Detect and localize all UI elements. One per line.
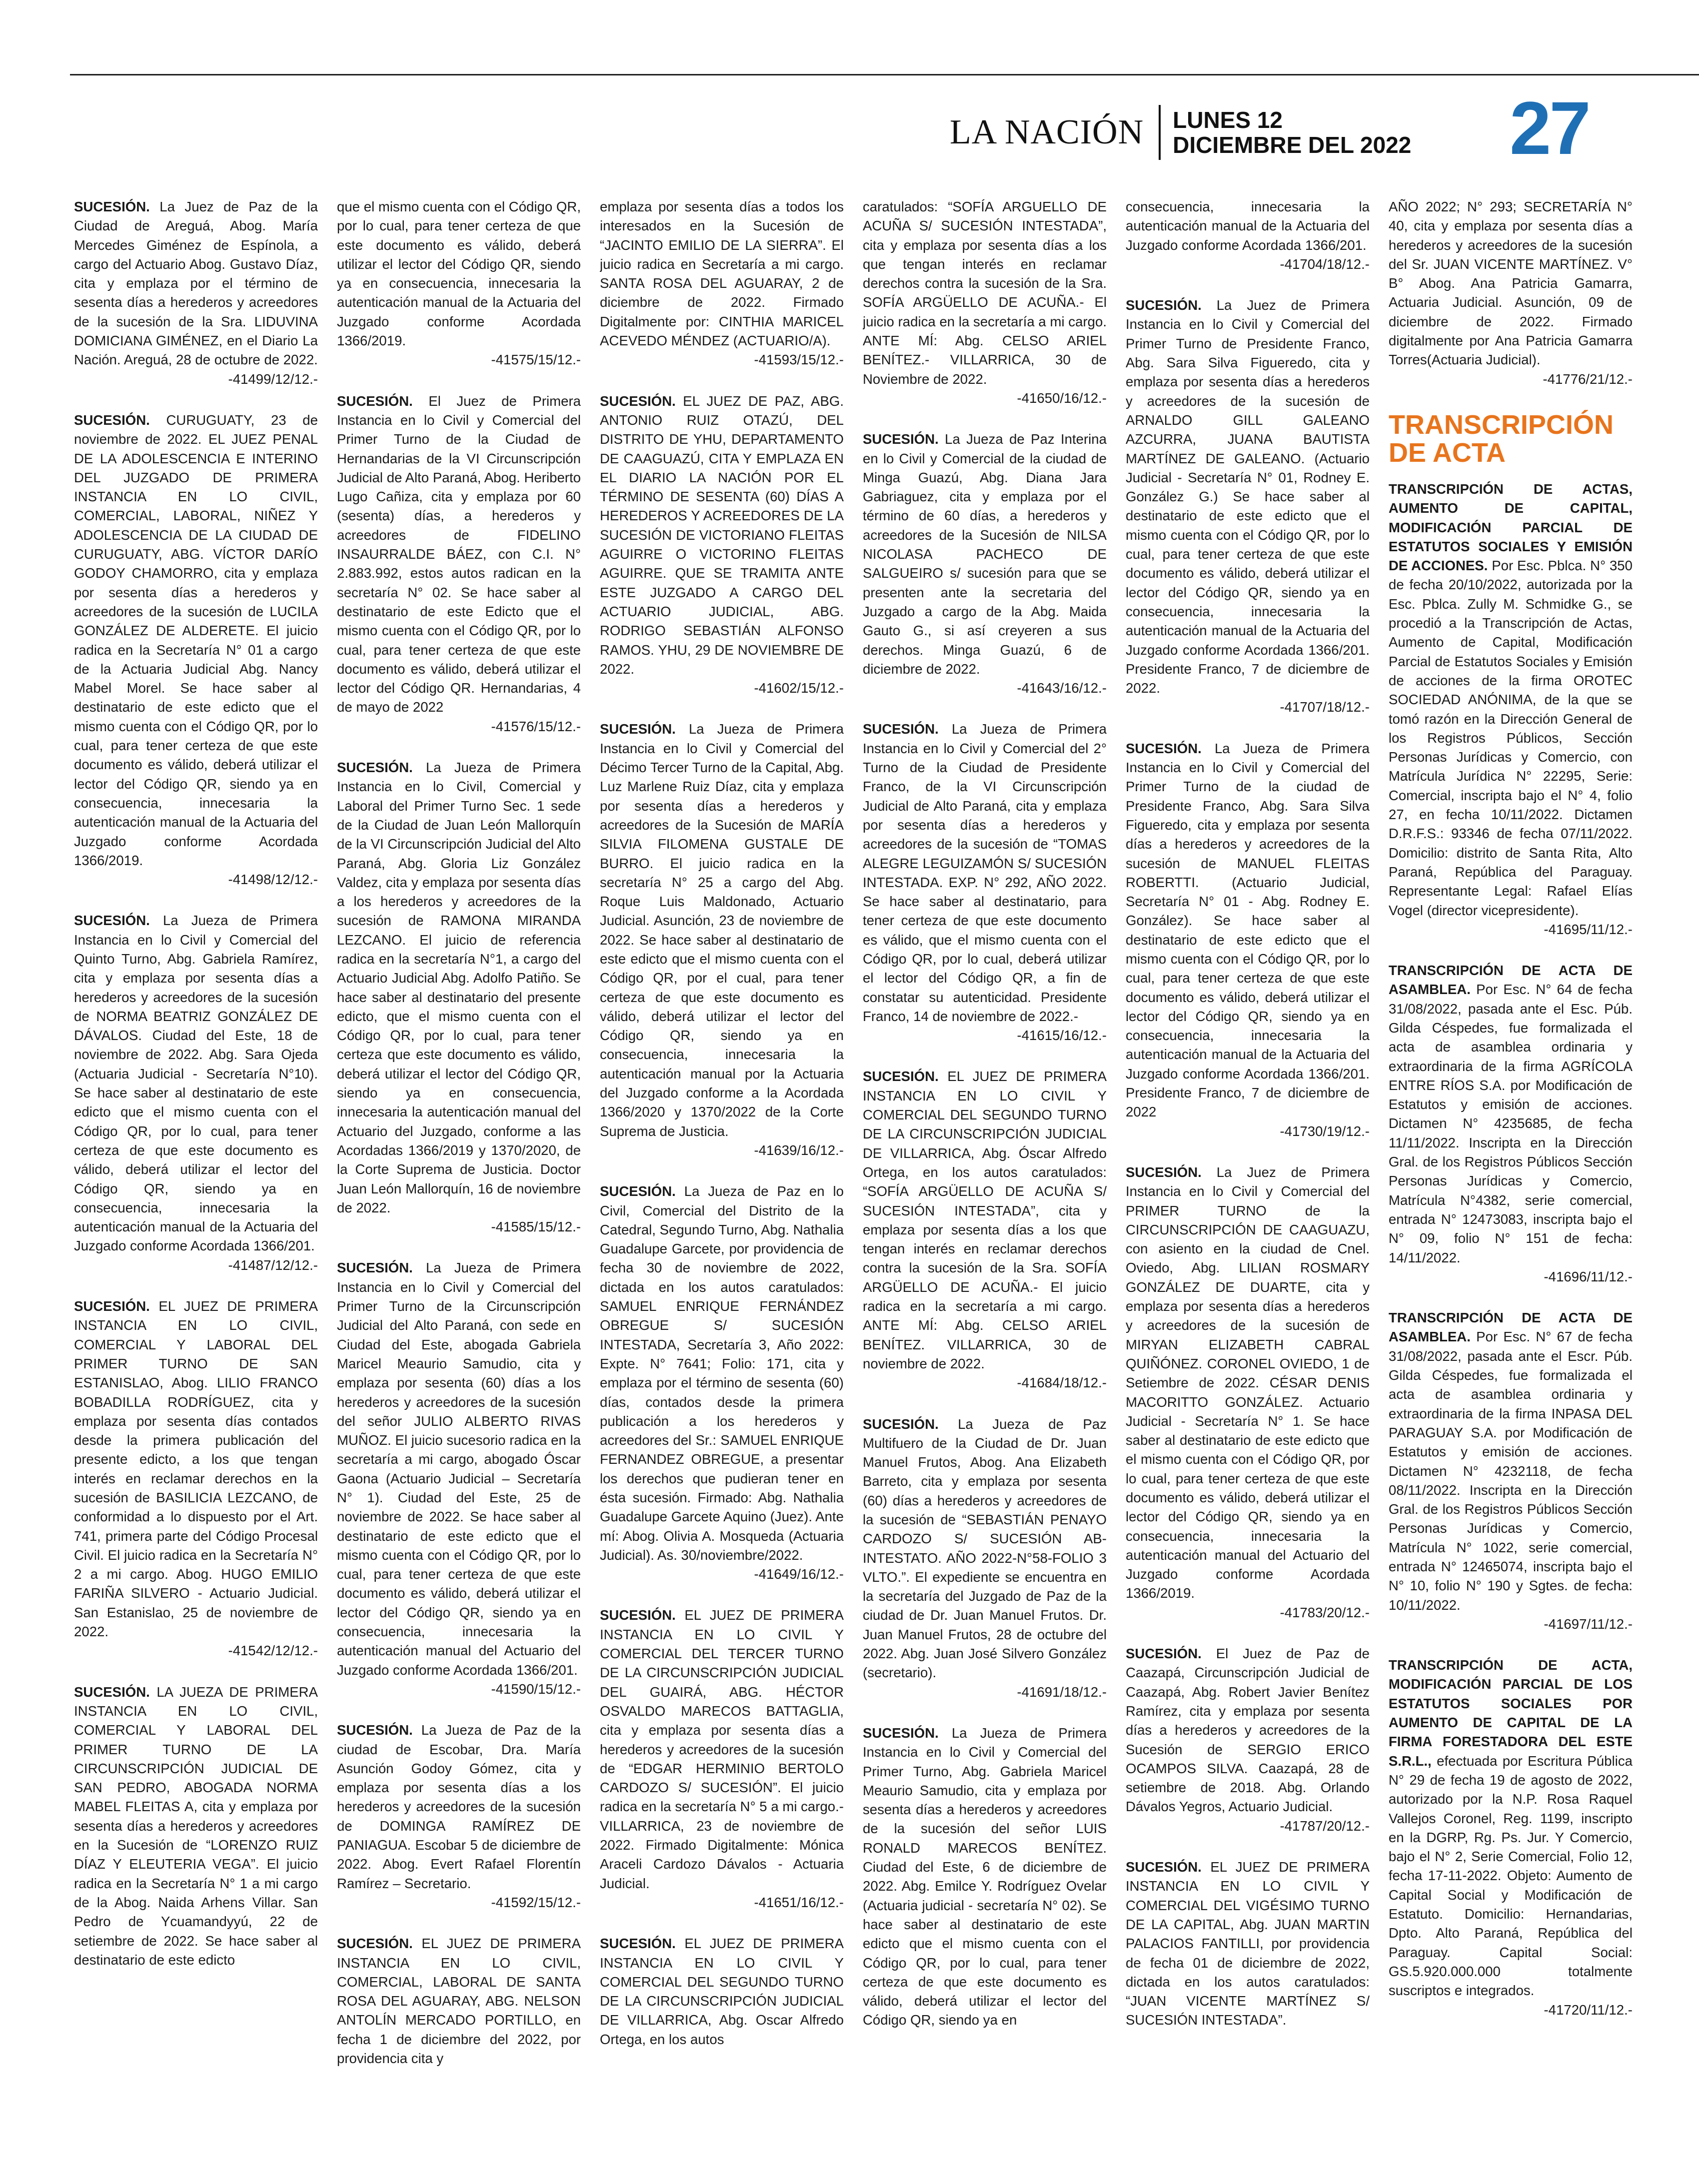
- edict-lead: SUCESIÓN.: [600, 1936, 676, 1952]
- edict-lead: SUCESIÓN.: [863, 1725, 939, 1741]
- classifieds-columns: [74, 197, 1634, 2162]
- edict-continuation: [337, 197, 581, 370]
- edict-lead: SUCESIÓN.: [600, 1183, 676, 1199]
- edict-lead: SUCESIÓN.: [1126, 1859, 1202, 1875]
- column-1: [74, 197, 318, 2162]
- edict-body: La Jueza de Primera Instancia en lo Civil y Comercial del 2° Turno de la Ciudad de Presidente Franco, de la VI Circunscripción Judicial de Alto Paraná, cita y emplaza por sesenta días a herederos y acreedores de la sucesión de “TOMAS ALEGRE LEGUIZAMÓN S/ SUCESIÓN INTESTADA. EXP. N° 292, AÑO 2022. Se hace saber al destinatario, para tener certeza de que este documento es válido, que el mismo cuenta con el Código QR, por lo cual, deberá utilizar el lector del Código QR, a fin de constatar su autenticidad. Presidente Franco, 14 de noviembre de 2022.-: [863, 721, 1107, 1024]
- issue-month-year: DICIEMBRE DEL 2022: [1173, 132, 1412, 158]
- edict-body: El Juez de Paz de Caazapá, Circunscripción Judicial de Caazapá, Abg. Robert Javier Benítez Ramírez, cita y emplaza por sesenta días a herederos y acreedores de la Sucesión de SERGIO ERICO OCAMPOS SILVA. Caazapá, 28 de setiembre de 2018. Abg. Orlando Dávalos Yegros, Actuario Judicial.: [1126, 1646, 1370, 1815]
- edict-lead: SUCESIÓN.: [74, 412, 150, 428]
- edict-body: que el mismo cuenta con el Código QR, por lo cual, para tener certeza de que este documento es válido, deberá utilizar el lector del Código QR, siendo ya en consecuencia, innecesaria la autenticación manual de la Actuaria del Juzgado conforme Acordada 1366/2019.: [337, 199, 581, 349]
- edict-body: La Jueza de Primera Instancia en lo Civil y Comercial del Primer Turno de la ciudad de Presidente Franco, Abg. Sara Silva Figueredo, cita y emplaza por sesenta días a herederos y acreedores de la sucesión de MANUEL FLEITAS ROBERTTI. (Actuario Judicial, Secretaría N° 01 - Abg. Rodney E. González). Se hace saber al destinatario de este edicto que el mismo cuenta con el Código QR, por lo cual, para tener certeza de que este documento es válido, deberá utilizar el lector del Código QR, siendo ya en consecuencia, innecesaria la autenticación manual de la Actuaria del Juzgado conforme Acordada 1366/201. Presidente Franco, 7 de diciembre de 2022: [1126, 740, 1370, 1120]
- edict-body: EL JUEZ DE PRIMERA INSTANCIA EN LO CIVIL Y COMERCIAL DEL SEGUNDO TURNO DE LA CIRCUNSCRIPCIÓN JUDICIAL DE VILLARRICA, Abg. Oscar Alfredo Ortega, en los autos: [600, 1936, 844, 2047]
- edict-body: Por Esc. N° 67 de fecha 31/08/2022, pasada ante el Escr. Púb. Gilda Céspedes, fue formalizada el acta de asamblea ordinaria y extraordinaria de la firma INPASA DEL PARAGUAY S.A. por Modificación de Estatutos y emisión de acciones. Dictamen N° 4232118, de fecha 08/11/2022. Inscripta en la Dirección Gral. de los Registros Públicos Sección Personas Jurídicas y Comercio, Matrícula N° 1022, serie comercial, entrada N° 12465074, inscripta bajo el N° 10, folio N° 190 y Sgtes. de fecha: 10/11/2022.: [1389, 1329, 1633, 1613]
- edict-lead: SUCESIÓN.: [74, 199, 150, 214]
- edict-continuation: [600, 197, 844, 370]
- column-4: [863, 197, 1107, 2162]
- edict: [74, 911, 318, 1275]
- edict-body: emplaza por sesenta días a todos los interesados en la Sucesión de “JACINTO EMILIO DE LA SIERRA”. El juicio radica en Secretaría a mi cargo. SANTA ROSA DEL AGUARAY, 2 de diciembre de 2022. Firmado Digitalmente por: CINTHIA MARICEL ACEVEDO MÉNDEZ (ACTUARIO/A).: [600, 199, 844, 349]
- edict-lead: SUCESIÓN.: [337, 1722, 413, 1738]
- edict-lead: SUCESIÓN.: [337, 1936, 413, 1952]
- edict-lead: TRANSCRIPCIÓN DE ACTAS, AUMENTO DE CAPITAL, MODIFICACIÓN PARCIAL DE ESTATUTOS SOCIALES Y EMISIÓN DE ACCIONES.: [1389, 481, 1633, 574]
- edict-reference: -41542/12/12.-: [228, 1643, 318, 1659]
- edict-lead: SUCESIÓN.: [74, 1684, 150, 1700]
- edict-body: efectuada por Escritura Pública N° 29 de fecha 19 de agosto de 2022, autorizado por la N.P. Rosa Raquel Vallejos Coronel, Reg. 1199, inscripto en la DGRP, Rg. Ps. Jur. Y Comercio, bajo el N° 2, Serie Comercial, Folio 12, fecha 17-11-2022. Objeto: Aumento de Capital Social y Modificación de Estatuto. Domicilio: Hernandarias, Dpto. Alto Paraná, República del Paraguay. Capital Social: GS.5.920.000.000 totalmente suscriptos e integrados.: [1389, 1753, 1633, 1999]
- edict: [600, 392, 844, 698]
- edict-body: La Jueza de Primera Instancia en lo Civil y Comercial del Primer Turno de la Circunscripción Judicial del Alto Paraná, con sede en Ciudad del Este, abogada Gabriela Maricel Meaurio Samudio, cita y emplaza por sesenta (60) días a los herederos y acreedores de la sucesión del señor JULIO ALBERTO RIVAS MUÑOZ. El juicio sucesorio radica en la secretaría a mi cargo, abogado Óscar Gaona (Actuario Judicial – Secretaría N° 1). Ciudad del Este, 25 de noviembre de 2022. Se hace saber al destinatario de este edicto que el mismo cuenta con el Código QR, por lo cual, para tener certeza de que este documento es válido, deberá utilizar el lector del Código QR, siendo ya en consecuencia, innecesaria la autenticación manual del Actuario del Juzgado conforme Acordada 1366/201.: [337, 1260, 581, 1678]
- edict-reference: -41639/16/12.-: [754, 1142, 844, 1158]
- edict: [337, 392, 581, 736]
- edict-body: EL JUEZ DE PRIMERA INSTANCIA EN LO CIVIL, COMERCIAL, LABORAL DE SANTA ROSA DEL AGUARAY, ABG. NELSON ANTOLÍN MERCADO PORTILLO, en fecha 1 de diciembre del 2022, por providencia cita y: [337, 1936, 581, 2067]
- edict: [337, 1934, 581, 2068]
- edict-reference: -41643/16/12.-: [1017, 680, 1107, 696]
- edict-body: La Jueza de Primera Instancia en lo Civil y Comercial del Primer Turno, Abg. Gabriela Maricel Meaurio Samudio, cita y emplaza por sesenta días a herederos y acreedores de la sucesión del señor LUIS RONALD MARECOS BENÍTEZ. Ciudad del Este, 6 de diciembre de 2022. Abg. Emilce Y. Rodríguez Ovelar (Actuaria judicial - secretaría N° 02). Se hace saber al destinatario de este edicto que el mismo cuenta con el Código QR, por lo cual, para tener certeza de que este documento es válido, deberá utilizar el lector del Código QR, siendo ya en: [863, 1725, 1107, 2028]
- edict-body: CURUGUATY, 23 de noviembre de 2022. EL JUEZ PENAL DE LA ADOLESCENCIA E INTERINO DEL JUZGADO DE PRIMERA INSTANCIA EN LO CIVIL, COMERCIAL, LABORAL, NIÑEZ Y ADOLESCENCIA DE LA CIUDAD DE CURUGUATY, ABG. VÍCTOR DARÍO GODOY CHAMORRO, cita y emplaza por sesenta días a herederos y acreedores de la sucesión de LUCILA GONZÁLEZ DE ALDERETE. El juicio radica en la Secretaría N° 01 a cargo de la Actuaria Judicial Abg. Nancy Mabel Morel. Se hace saber al destinatario de este edicto que el mismo cuenta con el Código QR, por lo cual, para tener certeza de que este documento es válido, deberá utilizar el lector del Código QR, siendo ya en consecuencia, innecesaria la autenticación manual de la Actuaria del Juzgado conforme Acordada 1366/2019.: [74, 412, 318, 868]
- column-5: [1126, 197, 1370, 2162]
- edict: [1126, 1858, 1370, 2030]
- edict: [600, 1934, 844, 2049]
- edict-lead: SUCESIÓN.: [337, 393, 413, 409]
- edict-reference: -41585/15/12.-: [491, 1219, 581, 1235]
- edict-reference: -41615/16/12.-: [1017, 1028, 1107, 1044]
- edict-lead: SUCESIÓN.: [1126, 1646, 1202, 1662]
- edict-reference: -41696/11/12.-: [1544, 1268, 1633, 1284]
- edict-body: La Jueza de Primera Instancia en lo Civil, Comercial y Laboral del Primer Turno Sec. 1 sede de la Ciudad de Juan León Mallorquín de la VI Circunscripción Judicial del Alto Paraná, Abg. Gloria Liz González Valdez, cita y emplaza por sesenta días a los herederos y acreedores de la sucesión de RAMONA MIRANDA LEZCANO. El juicio de referencia radica en la secretaría N°1, a cargo del Actuario Judicial Abg. Adolfo Patiño. Se hace saber al destinatario del presente edicto, que el mismo cuenta con el Código QR, por lo cual, para tener certeza que este documento es válido, deberá utilizar el lector del Código QR, siendo ya en consecuencia, innecesaria la autenticación manual del Actuario del Juzgado, conforme a las Acordadas 1366/2019 y 1370/2020, de la Corte Suprema de Justicia. Doctor Juan León Mallorquín, 16 de noviembre de 2022.: [337, 760, 581, 1215]
- edict: [863, 1067, 1107, 1392]
- masthead: [950, 100, 1411, 165]
- edict-continuation: [863, 197, 1107, 408]
- edict-body: La Jueza de Paz en lo Civil, Comercial del Distrito de la Catedral, Segundo Turno, Abg. Nathalia Guadalupe Garcete, por providencia de fecha 30 de noviembre de 2022, dictada en los autos caratulados: SAMUEL ENRIQUE FERNÁNDEZ OBREGUE S/ SUCESIÓN INTESTADA, Secretaría 3, Año 2022: Expte. N° 7641; Folio: 171, cita y emplaza por el término de sesenta (60) días, contados desde la primera publicación a los herederos y acreedores del Sr.: SAMUEL ENRIQUE FERNANDEZ OBREGUE, a presentar los derechos que pudieran tener en ésta sucesión. Firmado: Abg. Nathalia Guadalupe Garcete Aquino (Juez). Ante mí: Abog. Olivia A. Mosqueda (Actuaria Judicial). As. 30/noviembre/2022.: [600, 1183, 844, 1563]
- edict-body: Por Esc. N° 64 de fecha 31/08/2022, pasada ante el Esc. Púb. Gilda Céspedes, fue formalizada el acta de asamblea ordinaria y extraordinaria de la firma AGRÍCOLA ENTRE RÍOS S.A. por Modificación de Estatutos y emisión de acciones. Dictamen N° 4235685, de fecha 11/11/2022. Inscripta en la Dirección Gral. de los Registros Públicos Sección Personas Jurídicas y Comercio, Matrícula N°4382, serie comercial, entrada N° 12473083, inscripta bajo el N° 09, folio N° 151 de fecha: 14/11/2022.: [1389, 982, 1633, 1265]
- edict-body: EL JUEZ DE PRIMERA INSTANCIA EN LO CIVIL Y COMERCIAL DEL TERCER TURNO DE LA CIRCUNSCRIPCIÓN JUDICIAL DEL GUAIRÁ, ABG. HÉCTOR OSVALDO MARECOS BATTAGLIA, cita y emplaza por sesenta días a herederos y acreedores de la sucesión de “EDGAR HERMINIO BERTOLO CARDOZO S/ SUCESIÓN”. El juicio radica en la secretaría N° 5 a mi cargo.- VILLARRICA, 23 de noviembre de 2022. Firmado Digitalmente: Mónica Araceli Cardozo Dávalos - Actuaria Judicial.: [600, 1607, 844, 1891]
- edict-body: caratulados: “SOFÍA ARGUELLO DE ACUÑA S/ SUCESIÓN INTESTADA”, cita y emplaza por sesenta días a los que tengan interés en reclamar derechos contra la sucesión de la Sra. SOFÍA ARGÜELLO DE ACUÑA.- El juicio radica en la secretaría a mi cargo. ANTE MÍ: Abg. CELSO ARIEL BENÍTEZ.- VILLARRICA, 30 de Noviembre de 2022.: [863, 199, 1107, 387]
- edict-reference: -41776/21/12.-: [1543, 371, 1633, 387]
- edict-lead: TRANSCRIPCIÓN DE ACTA DE ASAMBLEA.: [1389, 1310, 1633, 1345]
- edict: [863, 430, 1107, 698]
- edict-lead: SUCESIÓN.: [863, 1416, 939, 1432]
- edict-lead: SUCESIÓN.: [600, 393, 676, 409]
- column-6: [1389, 197, 1633, 2162]
- edict-lead: SUCESIÓN.: [337, 1260, 413, 1276]
- edict: [600, 1182, 844, 1584]
- edict-reference: -41650/16/12.-: [1017, 390, 1107, 406]
- edict: [1126, 1644, 1370, 1836]
- edict-body: Por Esc. Pblca. N° 350 de fecha 20/10/2022, autorizada por la Esc. Pblca. Zully M. Schmidke G., se procedió a la Transcripción de Actas, Aumento de Capital, Modificación Parcial de Estatutos Sociales y Emisión de acciones de la firma OROTEC SOCIEDAD ANÓNIMA, de la que se tomó razón en la Dirección General de los Registros Públicos, Sección Personas Jurídicas y Comercio, con Matrícula Jurídica N° 22295, Serie: Comercial, inscripta bajo el N° 4, folio 27, en fecha 10/11/2022. Dictamen D.R.F.S.: 93346 de fecha 07/11/2022. Domicilio: distrito de Santa Rita, Alto Paraná, República del Paraguay. Representante Legal: Rafael Elías Vogel (director vicepresidente).: [1389, 558, 1633, 918]
- edict: [1389, 961, 1633, 1286]
- edict-body: La Jueza de Primera Instancia en lo Civil y Comercial del Décimo Tercer Turno de la Capital, Abg. Luz Marlene Ruiz Díaz, cita y emplaza por sesenta días a herederos y acreedores de la Sucesión de MARÍA SILVIA FILOMENA GUSTALE DE BURRO. El juicio radica en la secretaría N° 25 a cargo del Abg. Roque Luis Maldonado, Actuario Judicial. Asunción, 23 de noviembre de 2022. Se hace saber al destinatario de este edicto que el mismo cuenta con el Código QR, por el cual, para tener certeza de que este documento es válido, deberá utilizar el lector del Código QR, siendo ya en consecuencia, innecesaria la autenticación manual por la Actuaria del Juzgado conforme a la Acordada 1366/2020 y 1370/2022 de la Corte Suprema de Justicia.: [600, 721, 844, 1139]
- edict-reference: -41695/11/12.-: [1544, 921, 1633, 937]
- issue-date: [1173, 107, 1411, 157]
- edict-reference: -41499/12/12.-: [228, 371, 318, 387]
- edict: [74, 411, 318, 889]
- edict: [1126, 1163, 1370, 1622]
- issue-day: LUNES 12: [1173, 107, 1283, 133]
- edict-body: EL JUEZ DE PRIMERA INSTANCIA EN LO CIVIL Y COMERCIAL DEL VIGÉSIMO TURNO DE LA CAPITAL, Abg. JUAN MARTIN PALACIOS FANTILLI, por providencia de fecha 01 de diciembre de 2022, dictada en los autos caratulados: “JUAN VICENTE MARTÍNEZ S/ SUCESIÓN INTESTADA”.: [1126, 1859, 1370, 2028]
- edict-body: consecuencia, innecesaria la autenticación manual de la Actuaria del Juzgado conforme Acordada 1366/201.: [1126, 199, 1370, 253]
- edict-reference: -41592/15/12.-: [491, 1894, 581, 1910]
- edict-lead: SUCESIÓN.: [863, 1069, 939, 1085]
- edict-reference: -41707/18/12.-: [1280, 699, 1370, 715]
- edict: [337, 758, 581, 1236]
- edict: [600, 1606, 844, 1912]
- edict: [74, 1297, 318, 1661]
- edict-body: AÑO 2022; N° 293; SECRETARÍA N° 40, cita y emplaza por sesenta días a herederos y acreedores de la sucesión del Sr. JUAN VICENTE MARTÍNEZ. V° B° Abog. Ana Patricia Gamarra, Actuaria Judicial. Asunción, 09 de diciembre de 2022. Firmado digitalmente por Ana Patricia Gamarra Torres(Actuaria Judicial).: [1389, 199, 1633, 368]
- edict: [1389, 1308, 1633, 1634]
- edict-lead: SUCESIÓN.: [1126, 297, 1202, 313]
- column-2: [337, 197, 581, 2162]
- edict-lead: SUCESIÓN.: [1126, 740, 1202, 756]
- edict-reference: -41720/11/12.-: [1544, 2002, 1633, 2018]
- edict-reference: -41691/18/12.-: [1017, 1684, 1107, 1700]
- edict-reference: -41651/16/12.-: [754, 1894, 844, 1910]
- edict: [337, 1721, 581, 1912]
- transcription-edicts: [1389, 480, 1633, 2020]
- edict-reference: -41649/16/12.-: [754, 1566, 844, 1582]
- edict-body: La Jueza de Primera Instancia en lo Civil y Comercial del Quinto Turno, Abg. Gabriela Ramírez, cita y emplaza por sesenta días a herederos y acreedores de la sucesión de NORMA BEATRIZ GONZÁLEZ DE DÁVALOS. Ciudad del Este, 18 de noviembre de 2022. Abg. Sara Ojeda (Actuaria Judicial - Secretaría N°10). Se hace saber al destinatario de este edicto que el mismo cuenta con el Código QR, por lo cual, para tener certeza de que este documento es válido, deberá utilizar el lector del Código QR, siendo ya en consecuencia, innecesaria la autenticación manual de la Actuaria del Juzgado conforme Acordada 1366/201.: [74, 913, 318, 1254]
- edict-reference: -41684/18/12.-: [1017, 1375, 1107, 1391]
- edict-reference: -41498/12/12.-: [228, 872, 318, 888]
- section-title: TRANSCRIPCIÓN DE ACTA: [1389, 409, 1614, 468]
- edict: [863, 720, 1107, 1045]
- edict: [1389, 1656, 1633, 2020]
- edict-body: La Jueza de Paz Interina en lo Civil y Comercial de la ciudad de Minga Guazú, Abg. Diana Jara Gabriaguez, cita y emplaza por el término de 60 días, a herederos y acreedores de la Sucesión de NILSA NICOLASA PACHECO DE SALGUEIRO s/ sucesión para que se presenten ante la secretaria del Juzgado a cargo de la Abg. Maida Gauto G., si así creyeren a sus derechos. Minga Guazú, 6 de diciembre de 2022.: [863, 431, 1107, 677]
- top-rule: [70, 74, 1699, 75]
- edict-reference: -41487/12/12.-: [228, 1257, 318, 1273]
- edict-reference: -41704/18/12.-: [1280, 256, 1370, 272]
- edict-lead: SUCESIÓN.: [337, 760, 413, 776]
- continued-edicts: [1389, 197, 1633, 389]
- edict-lead: SUCESIÓN.: [863, 721, 939, 737]
- edict-reference: -41730/19/12.-: [1280, 1123, 1370, 1139]
- edict-reference: -41575/15/12.-: [491, 352, 581, 368]
- newspaper-name: LA NACIÓN: [950, 113, 1144, 151]
- edict-body: La Jueza de Paz Multifuero de la Ciudad de Dr. Juan Manuel Frutos, Abog. Ana Elizabeth Barreto, cita y emplaza por sesenta (60) días a herederos y acreedores de la sucesión de “SEBASTIÁN PENAYO CARDOZO S/ SUCESIÓN AB-INTESTATO. AÑO 2022-N°58-FOLIO 3 VLTO.”. El expediente se encuentra en la secretaría del Juzgado de Paz de la ciudad de Dr. Juan Manuel Frutos. Dr. Juan Manuel Frutos, 28 de octubre del 2022. Abg. Juan José Silvero González (secretario).: [863, 1416, 1107, 1681]
- edict-reference: -41593/15/12.-: [754, 352, 844, 368]
- edict: [1126, 296, 1370, 717]
- edict-reference: -41576/15/12.-: [491, 718, 581, 734]
- edict: [337, 1258, 581, 1699]
- masthead-divider: [1159, 105, 1161, 160]
- edict-lead: SUCESIÓN.: [863, 431, 939, 447]
- edict-lead: TRANSCRIPCIÓN DE ACTA DE ASAMBLEA.: [1389, 963, 1633, 998]
- edict-reference: -41787/20/12.-: [1280, 1818, 1370, 1834]
- edict-body: La Juez de Paz de la Ciudad de Areguá, Abog. María Mercedes Giménez de Espínola, a cargo del Actuario Abog. Gustavo Díaz, cita y emplaza por el término de sesenta días a herederos y acreedores de la sucesión de la Sra. LIDUVINA DOMICIANA GIMÉNEZ, en el Diario La Nación. Areguá, 28 de octubre de 2022.: [74, 199, 318, 368]
- edict: [74, 197, 318, 389]
- edict: [600, 720, 844, 1160]
- edict: [1126, 739, 1370, 1141]
- edict-lead: SUCESIÓN.: [600, 721, 676, 737]
- edict-reference: -41697/11/12.-: [1544, 1616, 1633, 1632]
- edict-body: El Juez de Primera Instancia en lo Civil y Comercial del Primer Turno de la Ciudad de Hernandarias de la VI Circunscripción Judicial de Alto Paraná, Abog. Heriberto Lugo Cañiza, cita y emplaza por 60 (sesenta) días, a herederos y acreedores de FIDELINO INSAURRALDE BÁEZ, con C.I. N° 2.883.992, estos autos radican en la secretaría N° 02. Se hace saber al destinatario de este Edicto que el mismo cuenta con el Código QR, por lo cual, para tener certeza de que este documento es válido, deberá utilizar el lector del Código QR. Hernandarias, 4 de mayo de 2022: [337, 393, 581, 715]
- edict-body: LA JUEZA DE PRIMERA INSTANCIA EN LO CIVIL, COMERCIAL Y LABORAL DEL PRIMER TURNO DE LA CIRCUNSCRIPCIÓN JUDICIAL DE SAN PEDRO, ABOGADA NORMA MABEL FLEITAS A, cita y emplaza por sesenta días a herederos y acreedores en la Sucesión de “LORENZO RUIZ DÍAZ Y ELEUTERIA VEGA”. El juicio radica en la Secretaría N° 1 a mi cargo de la Abog. Naida Arhens Villar. San Pedro de Ycuamandyyú, 22 de setiembre de 2022. Se hace saber al destinatario de este edicto: [74, 1684, 318, 1968]
- edict-reference: -41783/20/12.-: [1280, 1604, 1370, 1620]
- edict: [1389, 480, 1633, 939]
- edict-lead: SUCESIÓN.: [1126, 1164, 1202, 1180]
- edict: [74, 1683, 318, 1970]
- edict-continuation: [1126, 197, 1370, 274]
- column-3: [600, 197, 844, 2162]
- edict-body: EL JUEZ DE PRIMERA INSTANCIA EN LO CIVIL, COMERCIAL Y LABORAL DEL PRIMER TURNO DE SAN ESTANISLAO, Abog. LILIO FRANCO BOBADILLA RODRÍGUEZ, cita y emplaza por sesenta días contados desde la primera publicación del presente edicto, a los que tengan interés en reclamar derechos en la sucesión de BASILICIA LEZCANO, de conformidad a lo dispuesto por el Art. 741, primera parte del Código Procesal Civil. El juicio radica en la Secretaría N° 2 a mi cargo. Abog. HUGO EMILIO FARIÑA SILVERO - Actuario Judicial. San Estanislao, 25 de noviembre de 2022.: [74, 1298, 318, 1640]
- edict-body: La Juez de Primera Instancia en lo Civil y Comercial del PRIMER TURNO de la CIRCUNSCRIPCIÓN DE CAAGUAZU, con asiento en la ciudad de Cnel. Oviedo, Abg. LILIAN ROSMARY GONZÁLEZ DE DUARTE, cita y emplaza por sesenta días a herederos y acreedores de la sucesión de MIRYAN ELIZABETH CABRAL QUIÑÓNEZ. CORONEL OVIEDO, 1 de Setiembre de 2022. CÉSAR DENIS MACORITTO GONZÁLEZ. Actuario Judicial - Secretaría N° 1. Se hace saber al destinatario de este edicto que el mismo cuenta con el Código QR, por lo cual, para tener certeza de que este documento es válido, deberá utilizar el lector del Código QR, siendo ya en consecuencia, innecesaria la autenticación manual del Actuario del Juzgado conforme Acordada 1366/2019.: [1126, 1164, 1370, 1601]
- edict-lead: SUCESIÓN.: [74, 1298, 150, 1314]
- edict-lead: TRANSCRIPCIÓN DE ACTA, MODIFICACIÓN PARCIAL DE LOS ESTATUTOS SOCIALES POR AUMENTO DE CAPITAL DE LA FIRMA FORESTADORA DEL ESTE S.R.L.,: [1389, 1657, 1633, 1769]
- edict-body: La Juez de Primera Instancia en lo Civil y Comercial del Primer Turno de Presidente Franco, Abg. Sara Silva Figueredo, cita y emplaza por sesenta días a herederos y acreedores de la sucesión de ARNALDO GILL GALEANO AZCURRA, JUANA BAUTISTA MARTÍNEZ DE GALEANO. (Actuario Judicial - Secretaría N° 01, Rodney E. González G.) Se hace saber al destinatario de este edicto que el mismo cuenta con el Código QR, por lo cual, para tener certeza de que este documento es válido, deberá utilizar el lector del Código QR, siendo ya en consecuencia, innecesaria la autenticación manual de la Actuaria del Juzgado conforme Acordada 1366/201. Presidente Franco, 7 de diciembre de 2022.: [1126, 297, 1370, 696]
- edict-body: EL JUEZ DE PAZ, ABG. ANTONIO RUIZ OTAZÚ, DEL DISTRITO DE YHU, DEPARTAMENTO DE CAAGUAZÚ, CITA Y EMPLAZA EN EL DIARIO LA NACIÓN POR EL TÉRMINO DE SESENTA (60) DÍAS A HEREDEROS Y ACREEDORES DE LA SUCESIÓN DE VICTORIANO FLEITAS AGUIRRE O VICTORINO FLEITAS AGUIRRE. QUE SE TRAMITA ANTE ESTE JUZGADO A CARGO DEL ACTUARIO JUDICIAL, ABG. RODRIGO SEBASTIÁN ALFONSO RAMOS. YHU, 29 DE NOVIEMBRE DE 2022.: [600, 393, 844, 677]
- edict-reference: -41602/15/12.-: [754, 680, 844, 696]
- edict: [863, 1724, 1107, 2030]
- edict-body: EL JUEZ DE PRIMERA INSTANCIA EN LO CIVIL Y COMERCIAL DEL SEGUNDO TURNO DE LA CIRCUNSCRIPCIÓN JUDICIAL DE VILLARRICA, Abg. Óscar Alfredo Ortega, en los autos caratulados: “SOFÍA ARGÜELLO DE ACUÑA S/ SUCESIÓN INTESTADA”, cita y emplaza por sesenta días a los que tengan interés en reclamar derechos contra la sucesión de la Sra. SOFÍA ARGÜELLO DE ACUÑA.- El juicio radica en la secretaría a mi cargo. ANTE MÍ: Abg. CELSO ARIEL BENÍTEZ. VILLARRICA, 30 de noviembre de 2022.: [863, 1069, 1107, 1371]
- edict-reference: -41590/15/12.-: [491, 1681, 581, 1697]
- edict-lead: SUCESIÓN.: [600, 1607, 676, 1623]
- page-number: 27: [1510, 86, 1589, 170]
- edict: [863, 1415, 1107, 1702]
- edict-body: La Jueza de Paz de la ciudad de Escobar, Dra. María Asunción Godoy Gómez, cita y emplaza por sesenta días a los herederos y acreedores de la sucesión de DOMINGA RAMÍREZ DE PANIAGUA. Escobar 5 de diciembre de 2022. Abog. Evert Rafael Florentín Ramírez – Secretario.: [337, 1722, 581, 1891]
- edict-continuation: [1389, 197, 1633, 389]
- edict-lead: SUCESIÓN.: [74, 913, 150, 929]
